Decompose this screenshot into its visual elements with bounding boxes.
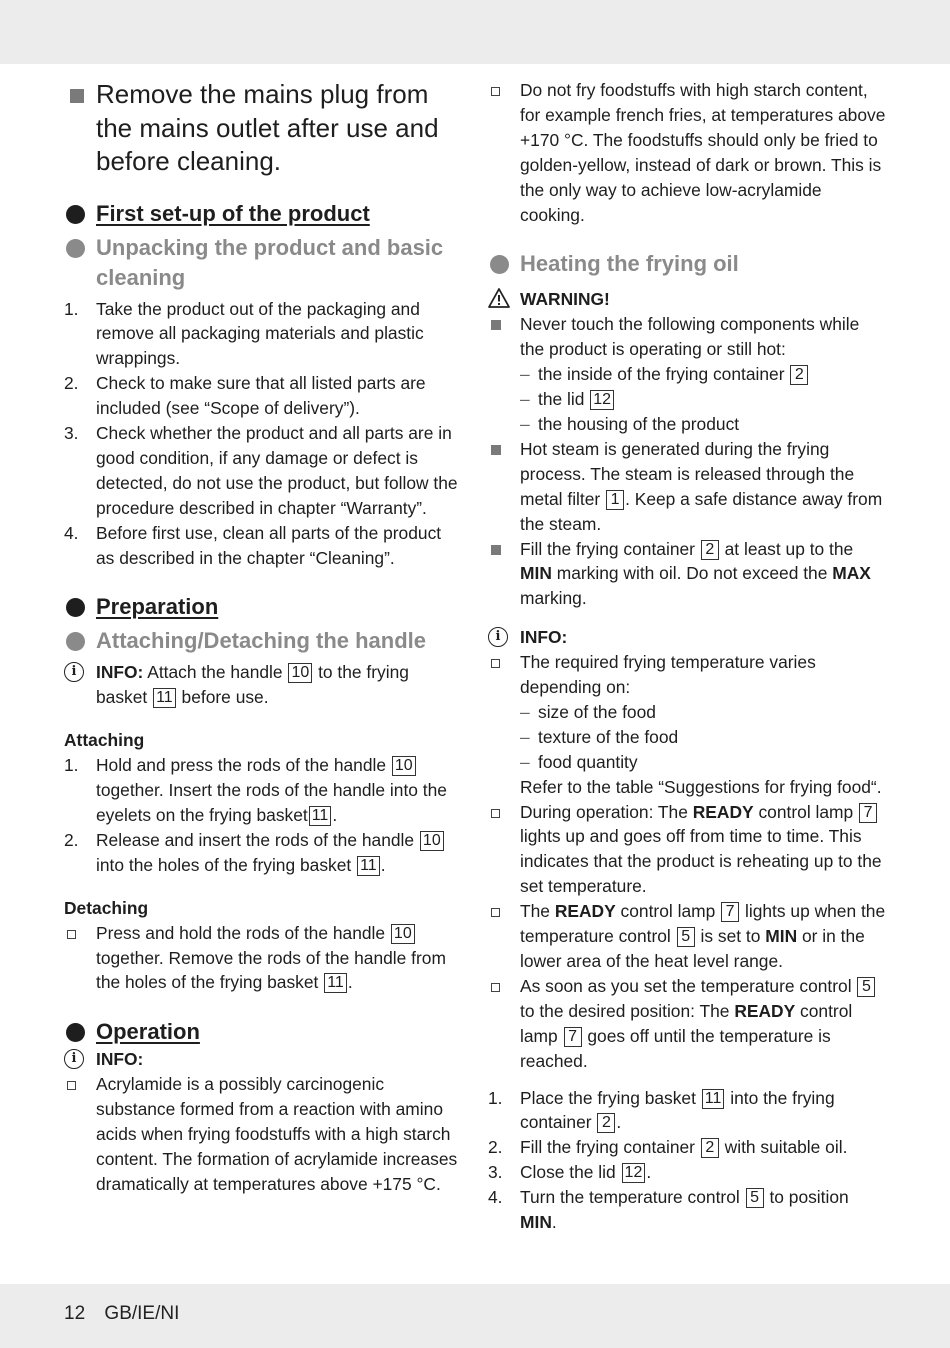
list-item: Fill the frying container 2 at least up to the MIN marking with oil. Do not exceed the MAX marking. — [488, 537, 888, 612]
heading-unpacking: Unpacking the product and basic cleaning — [64, 233, 464, 293]
square-bullet-icon — [64, 78, 84, 112]
part-ref: 11 — [357, 856, 380, 876]
square-bullet-icon — [488, 312, 518, 337]
open-square-bullet-icon — [64, 921, 94, 946]
top-band — [0, 0, 950, 64]
list-item: – texture of the food — [520, 726, 679, 747]
list-item: The READY control lamp 7 lights up when the temperature control 5 is set to MIN or in the lower area of the heat level range. — [488, 899, 888, 974]
list-item: 2. Release and insert the rods of the handle 10 into the holes of the frying basket 11 . — [64, 828, 464, 878]
list-item: Press and hold the rods of the handle 10 together. Remove the rods of the handle from the holes of the frying basket 11 . — [64, 921, 464, 996]
open-square-bullet-icon — [488, 899, 518, 924]
open-square-bullet-icon — [488, 78, 518, 103]
list-item: 1. Take the product out of the packaging and remove all packaging materials and plastic wrappings. — [64, 298, 424, 369]
open-square-bullet-icon — [488, 974, 518, 999]
list-item: – food quantity — [520, 751, 638, 772]
part-ref: 1 — [606, 490, 624, 510]
part-ref: 11 — [324, 973, 347, 993]
part-ref: 10 — [392, 756, 416, 776]
part-ref: 12 — [622, 1163, 646, 1183]
list-item: – the inside of the frying container 2 — [488, 362, 888, 387]
part-ref: 2 — [790, 365, 808, 385]
page-number: 12 — [64, 1303, 86, 1324]
info-handle: i INFO: Attach the handle 10 to the frying basket 11 before use. — [64, 660, 464, 710]
list-item: Never touch the following components while the product is operating or still hot: — [488, 312, 888, 362]
square-bullet-icon — [488, 537, 518, 562]
footer — [64, 1303, 179, 1325]
heading-dot-icon — [66, 239, 85, 258]
list-item: 4. Turn the temperature control 5 to position MIN. — [488, 1187, 849, 1233]
list-item: As soon as you set the temperature control 5 to the desired position: The READY control lamp 7 goes off until the temperature is reached. — [488, 974, 888, 1074]
list-item: Acrylamide is a possibly carcinogenic substance formed from a reaction with amino acids when frying foodstuffs with a high starch content. The formation of acrylamide increases dramatically at temperatures above +175 °C. — [64, 1072, 464, 1197]
left-column — [64, 78, 464, 1197]
info-temperature: i INFO: — [488, 625, 888, 650]
mains-plug-text: Remove the mains plug from the mains outlet after use and before cleaning. — [96, 79, 439, 176]
open-square-bullet-icon — [488, 800, 518, 825]
part-ref: 11 — [153, 688, 176, 708]
open-square-bullet-icon — [64, 1072, 94, 1097]
region-code: GB/IE/NI — [104, 1303, 180, 1324]
heading-dot-icon — [66, 1023, 85, 1042]
list-item: 1. Hold and press the rods of the handle 10 together. Insert the rods of the handle into the eyelets on the frying basket 11 . — [64, 755, 447, 825]
part-ref: 2 — [701, 1138, 719, 1158]
list-item: – the lid 12 — [488, 387, 888, 412]
list-item: 3. Check whether the product and all parts are in good condition, if any damage or defect is detected, do not use the product, but follow the procedure described in chapter “Warranty”. — [64, 423, 458, 518]
list-item: 2. Check to make sure that all listed parts are included (see “Scope of delivery”). — [64, 373, 426, 419]
part-ref: 7 — [564, 1027, 582, 1047]
square-bullet-icon — [488, 437, 518, 462]
part-ref: 11 — [702, 1089, 725, 1109]
info-icon: i — [64, 1049, 84, 1069]
part-ref: 10 — [288, 663, 312, 683]
list-item: – size of the food — [520, 701, 656, 722]
list-item: 2. Fill the frying container 2 with suitable oil. — [488, 1137, 848, 1158]
heading-dot-icon — [66, 632, 85, 651]
part-ref: 10 — [391, 924, 415, 944]
mains-plug-note — [64, 78, 464, 179]
heading-attaching-detaching: Attaching/Detaching the handle — [64, 626, 464, 656]
info-icon: i — [64, 662, 84, 682]
part-ref: 7 — [721, 902, 739, 922]
part-ref: 12 — [590, 390, 614, 410]
warning: WARNING! — [488, 287, 888, 312]
right-column — [488, 78, 888, 1235]
part-ref: 2 — [701, 540, 719, 560]
heading-attaching: Attaching — [64, 730, 145, 751]
heading-detaching: Detaching — [64, 897, 149, 918]
part-ref: 5 — [857, 977, 875, 997]
list-item: Do not fry foodstuffs with high starch content, for example french fries, at temperatures above +170 °C. The foodstuffs should only be fried to golden-yellow, instead of dark or brown. This is the only way to achieve low-acrylamide cooking. — [488, 78, 888, 227]
heading-dot-icon — [66, 598, 85, 617]
part-ref: 2 — [597, 1113, 615, 1133]
refer-table-note: Refer to the table “Suggestions for frying food“. — [520, 776, 882, 797]
heading-dot-icon — [66, 205, 85, 224]
list-item: 1. Place the frying basket 11 into the frying container 2 . — [488, 1087, 835, 1133]
open-square-bullet-icon — [488, 650, 518, 675]
heading-heating-oil: Heating the frying oil — [488, 249, 888, 279]
part-ref: 10 — [420, 831, 444, 851]
heading-first-setup: First set-up of the product — [64, 199, 464, 229]
part-ref: 5 — [746, 1188, 764, 1208]
info-operation: i INFO: — [64, 1047, 464, 1072]
list-item: 4. Before first use, clean all parts of the product as described in the chapter “Cleaning”. — [64, 522, 442, 568]
list-item: Hot steam is generated during the frying process. The steam is released through the metal filter 1 . Keep a safe distance away from the steam. — [488, 437, 888, 537]
part-ref: 11 — [309, 806, 332, 826]
list-item: 3. Close the lid 12 . — [488, 1162, 652, 1183]
part-ref: 5 — [677, 927, 695, 947]
list-item: – the housing of the product — [520, 413, 740, 434]
list-item: The required frying temperature varies depending on: — [488, 650, 888, 700]
info-icon: i — [488, 627, 508, 647]
heading-preparation: Preparation — [64, 592, 464, 622]
warning-icon — [488, 288, 510, 315]
heading-operation: Operation — [64, 1017, 464, 1047]
part-ref: 7 — [859, 803, 877, 823]
list-item: During operation: The READY control lamp 7 lights up and goes off from time to time. This indicates that the product is reheating up to the set temperature. — [488, 800, 888, 900]
heading-dot-icon — [490, 255, 509, 274]
